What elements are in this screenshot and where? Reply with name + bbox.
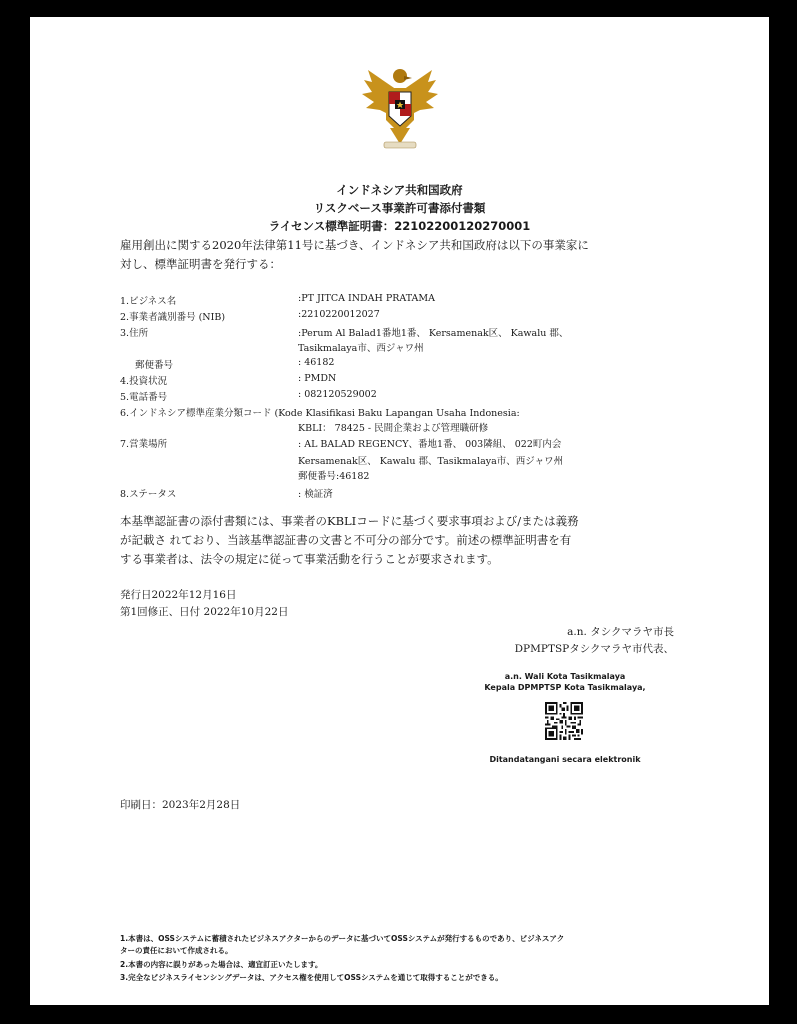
business-name-value: :PT JITCA INDAH PRATAMA [298, 293, 435, 304]
document-page [30, 17, 769, 1005]
footnote-1-line-2: ターの責任において作成される。 [120, 946, 233, 955]
business-name-label: 1.ビジネス名 [120, 296, 177, 307]
nib-label: 2.事業者識別番号 (NIB) [120, 312, 226, 323]
address-value-line-1: :Perum Al Balad1番地1番、 Kersamenak区、 Kawalu 郡、 [298, 328, 569, 339]
business-location-line-3: 郵便番号:46182 [298, 471, 370, 482]
postal-code-value: : 46182 [298, 357, 335, 368]
business-location-label: 7.営業場所 [120, 439, 168, 450]
kbli-value: KBLI： 78425 - 民間企業および管理職研修 [298, 423, 489, 434]
address-label: 3.住所 [120, 328, 149, 339]
signatory-id-line-1: a.n. Wali Kota Tasikmalaya [504, 672, 626, 681]
footnote-1-line-1: 1.本書は、OSSシステムに蓄積されたビジネスアクターからのデータに基づいてOSSシステムが発行するものであり、ビジネスアク [120, 934, 565, 943]
signatory-jp-line-2: DPMPTSPタシクマラヤ市代表、 [514, 643, 674, 655]
body-line-1: 本基準認証書の添付書類には、事業者のKBLIコードに基づく要求事項および/または義務 [120, 514, 579, 528]
header-line-1: インドネシア共和国政府 [336, 183, 463, 197]
intro-line-2: 対し、標準証明書を発行する： [120, 257, 281, 271]
investment-status-value: : PMDN [298, 373, 337, 384]
phone-value: : 082120529002 [298, 389, 377, 400]
phone-label: 5.電話番号 [120, 392, 168, 403]
status-value: : 検証済 [298, 489, 333, 500]
garuda-emblem-icon [360, 62, 440, 152]
footnote-2: 2.本書の内容に誤りがあった場合は、適宜訂正いたします。 [120, 960, 323, 969]
revision-date: 第1回修正、日付 2022年10月22日 [120, 606, 289, 618]
status-label: 8.ステータス [120, 489, 177, 500]
business-location-line-2: Kersamenak区、 Kawalu 郡、Tasikmalaya市、西ジャワ州 [298, 456, 564, 467]
header-line-2: リスクベース事業許可書添付書類 [313, 201, 486, 215]
intro-line-1: 雇用創出に関する2020年法律第11号に基づき、インドネシア共和国政府は以下の事業家に [120, 238, 589, 252]
postal-code-label: 郵便番号 [135, 360, 174, 371]
electronic-signature-text: Ditandatangani secara elektronik [489, 755, 641, 764]
nib-value: :2210220012027 [298, 309, 380, 320]
address-value-line-2: Tasikmalaya市、西ジャワ州 [298, 343, 424, 354]
business-location-line-1: : AL BALAD REGENCY、番地1番、 003隣組、 022町内会 [298, 439, 562, 450]
print-date: 印刷日：2023年2月28日 [120, 799, 241, 811]
issue-date: 発行日2022年12月16日 [120, 589, 237, 601]
signatory-id-line-2: Kepala DPMPTSP Kota Tasikmalaya, [484, 683, 646, 692]
certificate-number: ライセンス標準証明書：22102200120270001 [268, 219, 531, 233]
footnote-3: 3.完全なビジネスライセンシングデータは、アクセス権を使用してOSSシステムを通じて取得することができる。 [120, 973, 503, 982]
investment-status-label: 4.投資状況 [120, 376, 168, 387]
qr-code-icon [545, 702, 583, 740]
signatory-jp-line-1: a.n. タシクマラヤ市長 [567, 626, 674, 638]
body-line-3: する事業者は、法令の規定に従って事業活動を行うことが要求されます。 [120, 552, 499, 566]
body-line-2: が記載さ れており、当該基準認証書の文書と不可分の部分です。前述の標準証明書を有 [120, 533, 572, 547]
kbli-label: 6.インドネシア標準産業分類コード (Kode Klasifikasi Baku Lapangan Usaha Indonesia: [120, 408, 520, 419]
